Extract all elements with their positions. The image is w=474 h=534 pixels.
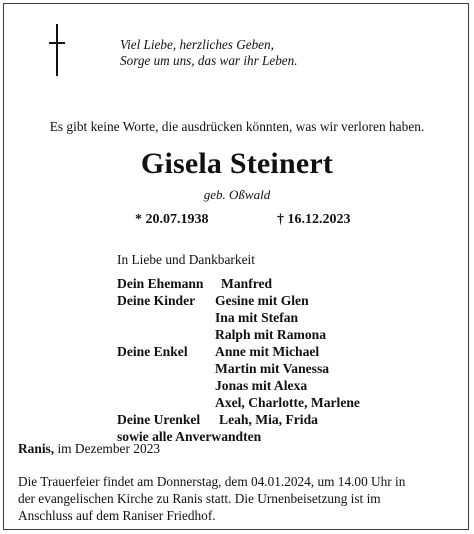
- mourners-intro: In Liebe und Dankbarkeit: [117, 252, 255, 267]
- grandchildren-entry: Jonas mit Alexa: [215, 378, 308, 393]
- cross-icon: [49, 24, 65, 76]
- birth-name: geb. Oßwald: [203, 187, 271, 202]
- children-entry: Ina mit Stefan: [215, 310, 299, 325]
- funeral-line-1: Die Trauerfeier findet am Donnerstag, dem 04.01.2024, um 14.00 Uhr in: [18, 474, 406, 489]
- motto: Es gibt keine Worte, die ausdrücken könnten, was wir verloren haben.: [49, 119, 425, 134]
- other-relatives: sowie alle Anverwandten: [117, 429, 262, 444]
- grandchildren-entry: Martin mit Vanessa: [215, 361, 330, 376]
- spouse-name: Manfred: [221, 276, 273, 291]
- great-grandchildren-label: Deine Urenkel: [117, 412, 201, 427]
- funeral-info: [18, 473, 458, 524]
- children-entry: Ralph mit Ramona: [215, 327, 327, 342]
- verse: [120, 37, 298, 68]
- verse-line-2: Sorge um uns, das war ihr Leben.: [120, 52, 298, 68]
- deceased-name: Gisela Steinert: [140, 147, 334, 180]
- verse-line-1: Viel Liebe, herzliches Geben,: [120, 37, 274, 52]
- children-entry: Gesine mit Glen: [215, 293, 309, 308]
- birth-date: * 20.07.1938: [135, 212, 209, 227]
- grandchildren-label: Deine Enkel: [117, 344, 188, 359]
- grandchildren-entry: Axel, Charlotte, Marlene: [215, 395, 360, 410]
- funeral-line-3: Anschluss auf dem Raniser Friedhof.: [18, 508, 216, 523]
- children-label: Deine Kinder: [117, 293, 196, 308]
- spouse-label: Dein Ehemann: [117, 276, 204, 291]
- place-date: [18, 441, 160, 457]
- place: Ranis,: [18, 441, 55, 456]
- great-grandchildren-names: Leah, Mia, Frida: [219, 412, 318, 427]
- funeral-line-2: der evangelischen Kirche zu Ranis statt. Die Urnenbeisetzung ist im: [18, 491, 381, 506]
- grandchildren-entry: Anne mit Michael: [215, 344, 320, 359]
- death-date: † 16.12.2023: [277, 212, 351, 227]
- date: im Dezember 2023: [57, 441, 161, 456]
